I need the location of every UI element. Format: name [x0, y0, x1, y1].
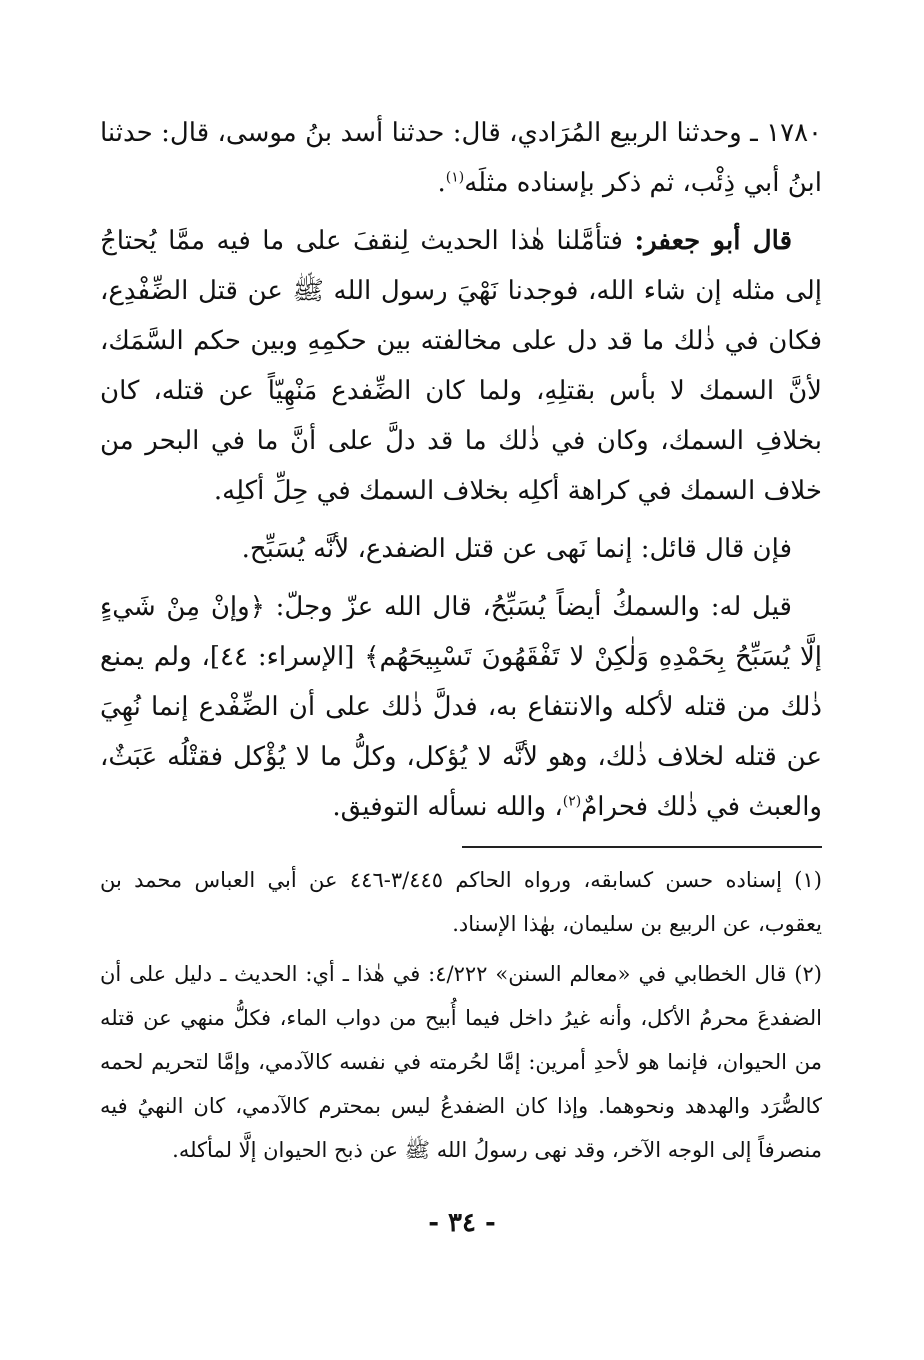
commentary-text: فتأمَّلنا هٰذا الحديث لِنقفَ على ما فيه ممَّا يُحتاجُ إلى مثله إن شاء الله، فوجدنا نَهْيَ رسول الله ﷺ عن قتل الضِّفْدِع، فكان في ذٰلك ما قد دل على مخالفته بين حكمِهِ وبين حكم السَّمَك، لأنَّ السمك لا بأس بقتلِهِ، ولما كان الضِّفدع مَنْهِيّاً عن قتله، كان بخلافِ السمك، وكان في ذٰلك ما قد دلَّ على أنَّ ما في البحر من خلاف السمك في كراهة أكلِه بخلاف السمك في حِلِّ أكلِه.	[100, 226, 822, 506]
footnotes	[100, 858, 822, 1172]
book-page	[100, 108, 822, 1178]
hadith-1780-text: ١٧٨٠ ـ وحدثنا الربيع المُرَادي، قال: حدثنا أسد بنُ موسى، قال: حدثنا ابنُ أبي ذِئْب، ثم ذكر بإسناده مثلَه	[100, 118, 822, 198]
footnote-divider	[462, 846, 822, 848]
footnote-ref-2: (٢)	[562, 793, 582, 810]
objection-paragraph: فإن قال قائل: إنما نَهى عن قتل الضفدع، لأنَّه يُسَبِّح.	[241, 534, 792, 564]
footnote-2: (٢) قال الخطابي في «معالم السنن» ٤/٢٢٢: في هٰذا ـ أي: الحديث ـ دليل على أن الضفدعَ محرمُ الأكل، وأنه غيرُ داخل فيما أُبيح من دواب الماء، فكلُّ منهي عن قتله من الحيوان، فإنما هو لأحدِ أمرين: إمَّا لحُرمته في نفسه كالآدمي، وإمَّا لتحريم لحمه كالصُّرَد والهدهد ونحوهما. وإذا كان الضفدعُ ليس بمحترم كالآدمي، كان النهيُ فيه منصرفاً إلى الوجه الآخر، وقد نهى رسولُ الله ﷺ عن ذبح الحيوان إلَّا لمأكله.	[100, 962, 822, 1162]
response-text: قيل له: والسمكُ أيضاً يُسَبِّحُ، قال الله عزّ وجلّ: ﴿وإنْ مِنْ شَيءٍ إلَّا يُسَبِّحُ بِحَمْدِهِ وَلٰكِنْ لا تَفْقَهُونَ تَسْبِيحَهُم﴾ [الإسراء: ٤٤]، ولم يمنع ذٰلك من قتله لأكله والانتفاع به، فدلَّ ذٰلك على أن الضِّفْدع إنما نُهِيَ عن قتله لخلاف ذٰلك، وهو لأنَّه لا يُؤكل، وكلُّ ما لا يُؤْكل فقتْلُه عَبَثٌ، والعبث في ذٰلك فحرامٌ	[100, 592, 822, 822]
response-paragraph	[100, 582, 822, 832]
speaker-label: قال أبو جعفر:	[634, 226, 792, 256]
response-end: ، والله نسأله التوفيق.	[332, 792, 563, 822]
footnote-1: (١) إسناده حسن كسابقه، ورواه الحاكم ٣/٤٤٥-٤٤٦ عن أبي العباس محمد بن يعقوب، عن الربيع بن سليمان، بهٰذا الإسناد.	[100, 868, 822, 936]
hadith-1780-end: .	[437, 168, 446, 198]
footnote-ref-1: (١)	[445, 169, 465, 186]
commentary-paragraph	[100, 216, 822, 516]
main-text	[100, 108, 822, 832]
page-number: - ٣٤ -	[428, 1208, 496, 1238]
hadith-1780-paragraph	[100, 108, 822, 208]
